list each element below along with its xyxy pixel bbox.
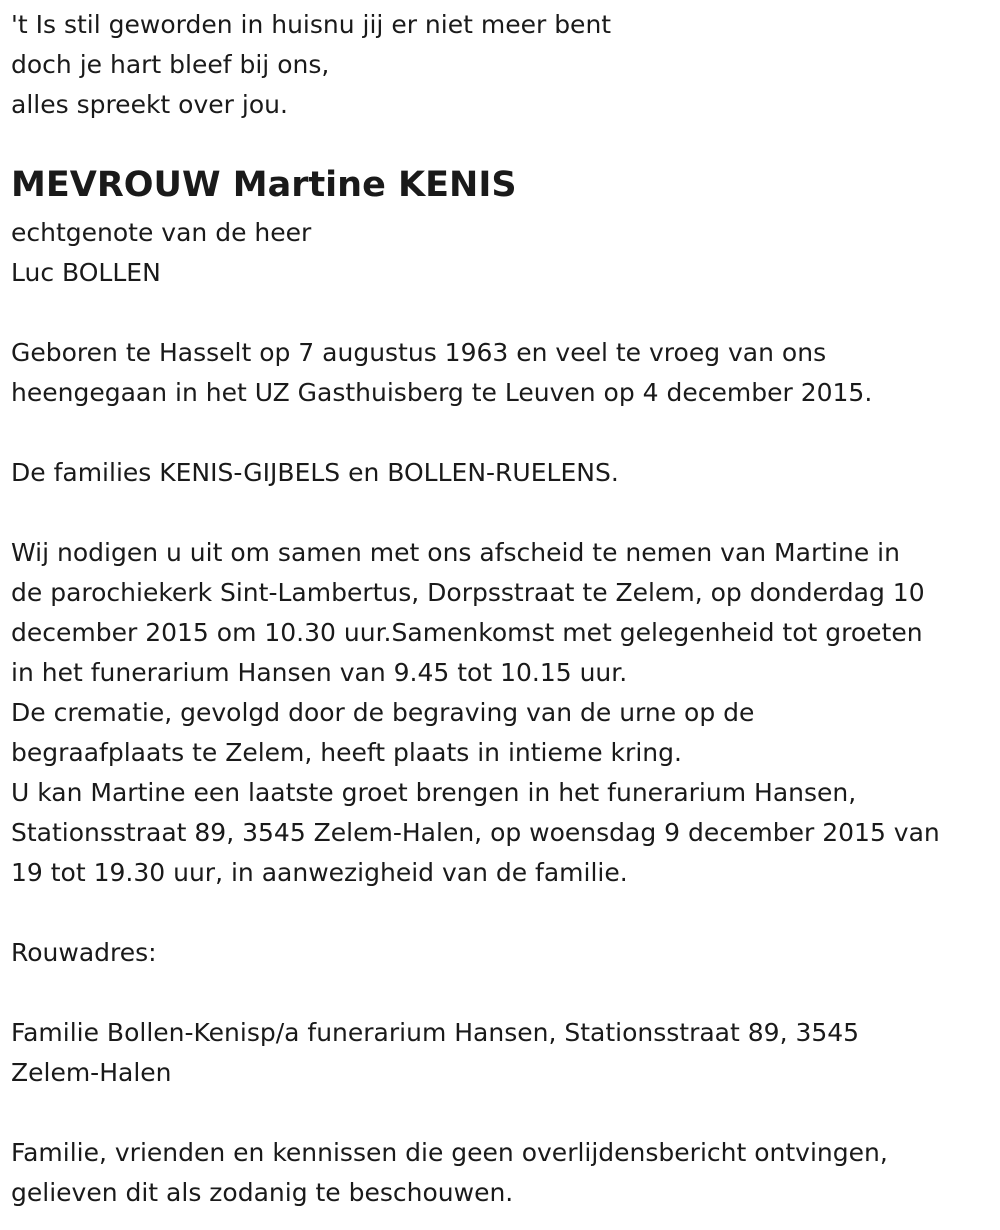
ceremony-line: U kan Martine een laatste groet brengen in het funerarium Hansen, (11, 778, 857, 807)
families-line: De families KENIS-GIJBELS en BOLLEN-RUELENS. (11, 458, 619, 487)
poem-line: 't Is stil geworden in huisnu jij er niet meer bent (11, 10, 612, 39)
spouse-name: Luc BOLLEN (11, 258, 161, 287)
spacer (11, 893, 990, 933)
notice-paragraph (11, 1133, 990, 1213)
ceremony-line: december 2015 om 10.30 uur.Samenkomst met gelegenheid tot groeten (11, 618, 923, 647)
ceremony-paragraph (11, 533, 990, 893)
birth-death-paragraph (11, 333, 990, 413)
spacer (11, 1093, 990, 1133)
spacer (11, 493, 990, 533)
deceased-name: MEVROUW Martine KENIS (11, 165, 517, 205)
birth-death-line: heengegaan in het UZ Gasthuisberg te Leuven op 4 december 2015. (11, 378, 873, 407)
notice-line: gelieven dit als zodanig te beschouwen. (11, 1178, 514, 1207)
poem (11, 5, 990, 125)
address-label: Rouwadres: (11, 938, 157, 967)
poem-line: alles spreekt over jou. (11, 90, 288, 119)
ceremony-line: in het funerarium Hansen van 9.45 tot 10.15 uur. (11, 658, 628, 687)
ceremony-line: Stationsstraat 89, 3545 Zelem-Halen, op woensdag 9 december 2015 van (11, 818, 940, 847)
notice-line: Familie, vrienden en kennissen die geen overlijdensbericht ontvingen, (11, 1138, 888, 1167)
ceremony-line: 19 tot 19.30 uur, in aanwezigheid van de familie. (11, 858, 628, 887)
address-line: Familie Bollen-Kenisp/a funerarium Hansen, Stationsstraat 89, 3545 (11, 1018, 860, 1047)
address-line: Zelem-Halen (11, 1058, 172, 1087)
ceremony-line: begraafplaats te Zelem, heeft plaats in intieme kring. (11, 738, 682, 767)
address-paragraph (11, 1013, 990, 1093)
ceremony-line: de parochiekerk Sint-Lambertus, Dorpsstraat te Zelem, op donderdag 10 (11, 578, 925, 607)
poem-line: doch je hart bleef bij ons, (11, 50, 330, 79)
relation-line: echtgenote van de heer (11, 218, 312, 247)
spacer (11, 293, 990, 333)
spacer (11, 973, 990, 1013)
ceremony-line: De crematie, gevolgd door de begraving van de urne op de (11, 698, 755, 727)
birth-death-line: Geboren te Hasselt op 7 augustus 1963 en veel te vroeg van ons (11, 338, 827, 367)
relation (11, 213, 990, 293)
spacer (11, 413, 990, 453)
ceremony-line: Wij nodigen u uit om samen met ons afscheid te nemen van Martine in (11, 538, 900, 567)
